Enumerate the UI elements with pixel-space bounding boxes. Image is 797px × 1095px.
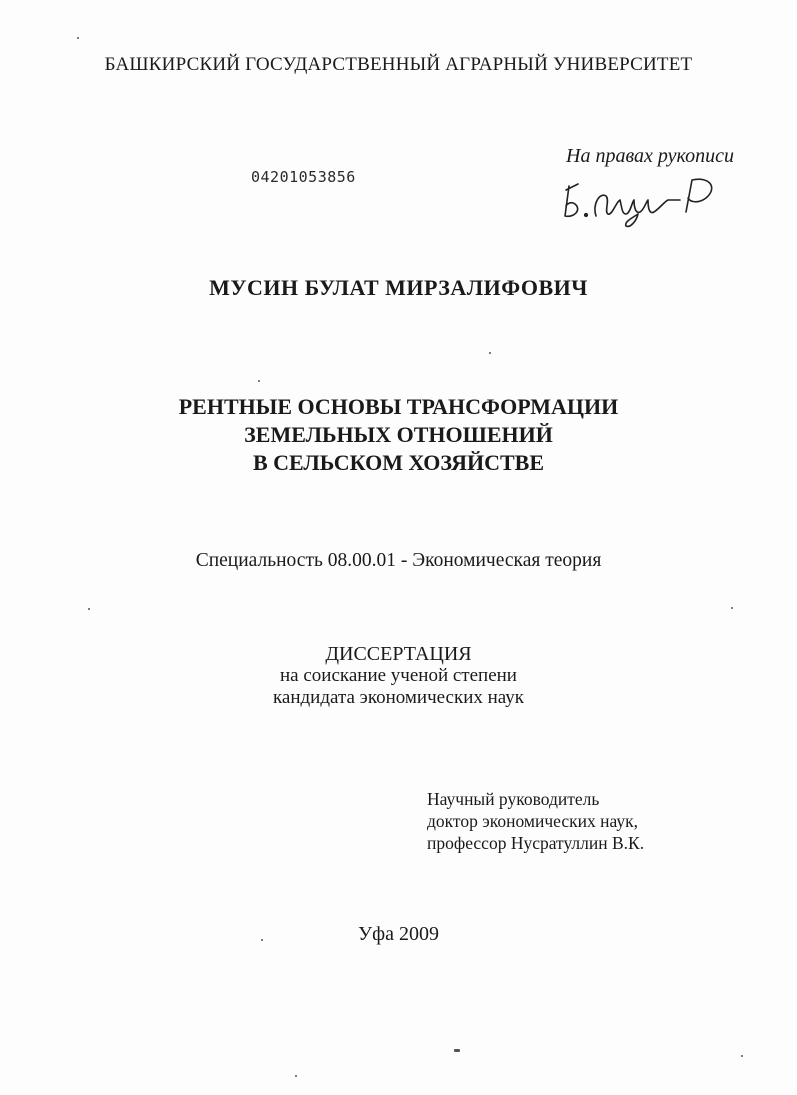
dissertation-type-block <box>0 643 797 709</box>
supervisor-name: профессор Нусратуллин В.К. <box>427 833 645 853</box>
title-line-3: В СЕЛЬСКОМ ХОЗЯЙСТВЕ <box>252 450 545 475</box>
scan-speck <box>261 939 263 941</box>
degree-name: кандидата экономических наук <box>272 687 525 708</box>
supervisor-degree: доктор экономических наук, <box>427 811 638 831</box>
author-signature <box>560 172 730 232</box>
scan-speck <box>77 37 79 39</box>
city-year: Уфа 2009 <box>358 923 439 945</box>
scan-speck <box>489 352 491 354</box>
manuscript-rights-note: На правах рукописи <box>566 145 734 167</box>
university-name: БАШКИРСКИЙ ГОСУДАРСТВЕННЫЙ АГРАРНЫЙ УНИВЕРСИТЕТ <box>104 54 693 75</box>
degree-purpose: на соискание ученой степени <box>280 665 517 686</box>
supervisor-role: Научный руководитель <box>427 789 600 809</box>
scan-speck <box>454 1049 460 1052</box>
scan-speck <box>731 607 733 609</box>
specialty-line: Специальность 08.00.01 - Экономическая теория <box>195 550 602 571</box>
author-name: МУСИН БУЛАТ МИРЗАЛИФОВИЧ <box>209 275 588 300</box>
scan-speck <box>741 1055 743 1057</box>
dissertation-title <box>0 393 797 477</box>
title-line-2: ЗЕМЕЛЬНЫХ ОТНОШЕНИЙ <box>244 422 553 447</box>
scan-speck <box>258 380 260 382</box>
scan-speck <box>295 1075 297 1077</box>
catalog-code: 04201053856 <box>251 168 356 186</box>
title-line-1: РЕНТНЫЕ ОСНОВЫ ТРАНСФОРМАЦИИ <box>178 394 619 419</box>
scan-speck <box>88 608 90 610</box>
dissertation-type: ДИССЕРТАЦИЯ <box>325 643 472 665</box>
supervisor-block <box>427 788 644 854</box>
